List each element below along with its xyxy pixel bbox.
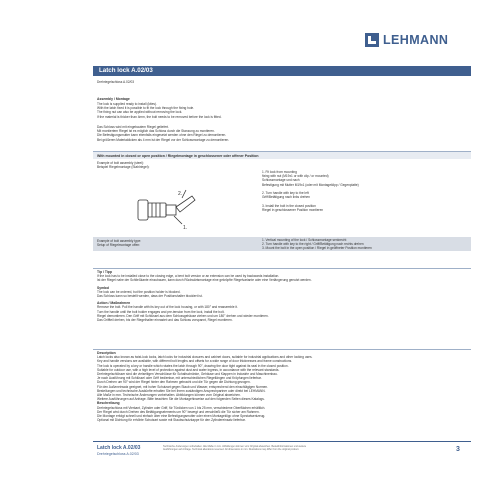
footer-note-line: Technische Änderungen vorbehalten. Alle Maße in mm. Abbildungen können vom Original abweichen. Bestellinformationen und weitere <box>163 445 307 448</box>
lehmann-logo-icon <box>365 33 379 47</box>
footer-divider <box>93 441 471 442</box>
action-line: Remove the bolt. Pull the handle with its key out of the lock housing, or with 180° and reassemble it. <box>97 305 238 310</box>
beschreibung-line: Optional mit Dichtung für erhöhte Schutzart sowie mit Staubschutzkappe für den Zylindereinsatz lieferbar. <box>97 418 246 423</box>
description-line: Weitere Ausführungen auf Anfrage. Bitte beachten Sie die Montagehinweise auf den folgenden Seiten dieses Katalogs. <box>97 397 265 402</box>
step-line: Befestigung mit Mutter M19x1 (oder mit Montageklipp / Gegenplatte) <box>262 182 359 187</box>
step-line: 2. Turn handle with key to the right / Griff/Betätigung nach rechts drehen <box>262 242 364 247</box>
assembly-en-line: The lock is supplied ready to install (kites). <box>97 102 157 106</box>
symbol-heading: Symbol <box>97 285 110 290</box>
divider <box>93 268 471 269</box>
footer-subtitle: Drehriegelschloss A.02/03 <box>97 452 139 456</box>
footer-note-line: Ausführungen auf Anfrage. Technical alterations reserved. All dimensions in mm. Illustrations may differ from the original product. <box>163 448 300 452</box>
closed-position-steps <box>262 170 462 212</box>
description-line: The lock is operated by a key or handle which rotates the latch through 90°, drawing the door tight against its seal in the closed position. <box>97 363 289 368</box>
step-line: 1. Vertical mounting of the lock / Schlossmontage senkrecht <box>262 238 347 242</box>
brand-name: LEHMANN <box>383 33 449 47</box>
symbol-line: Das Schloss kann so bestellt werden, dass der Positionshalter blockiert ist. <box>97 294 203 299</box>
tip-line: Ist der Riegel nahe der Schließkante einzubauen, kann durch Rückwärtsmontage eine gekröpfte Riegelvariante oder eine Verlängerung genutzt werden. <box>97 278 312 283</box>
bolt-example-caption <box>97 161 227 169</box>
description-line: Durch Drehen um 90° wird der Riegel hinter den Rahmen gebracht und die Tür gegen die Dichtung gezogen. <box>97 380 251 385</box>
description-line: Key and handle versions are available, with different bolt lengths and offsets for a wide range of door thicknesses and frame constructions. <box>97 359 293 364</box>
mounting-section-header <box>93 151 471 159</box>
step-line: 1. Fit lock from mounting <box>262 170 297 174</box>
beschreibung-heading: Beschreibung <box>97 401 120 406</box>
description-heading: Description <box>97 351 116 355</box>
assembly-en <box>97 102 467 119</box>
assembly-en-line: The fixing nut can also be applied without removing the lock. <box>97 110 183 115</box>
step-line: 3. Install the bolt in the closed position <box>262 203 316 208</box>
assembly-en-line: If the material is thicker than 4mm, the bolt needs to be removed before the lock is fitted. <box>97 114 222 119</box>
description-block <box>97 351 467 422</box>
beschreibung-line: Die Montage erfolgt schnell und einfach über eine Befestigungsmutter oder einen Montageklipp ohne Spezialwerkzeug. <box>97 414 266 419</box>
action-heading: Action / Maßnahmen <box>97 301 131 306</box>
assembly-de-line: Mit montiertem Riegel ist es möglich das Schloss durch die Stanzung zu montieren. <box>97 129 215 134</box>
caption-line: Example of bolt assembly type: <box>97 239 142 243</box>
latch-lock-drawing <box>132 186 204 232</box>
beschreibung-line: Drehriegelschloss mit Vierkant, Zylinder oder Griff, für Türdicken von 1 bis 25 mm, verschiedene Oberflächen erhältlich. <box>97 405 266 410</box>
tip-block <box>97 270 467 322</box>
beschreibung-line: Der Riegel wird durch Drehen des Betätigungselements um 90° bewegt und verschließt die Tür sicher am Rahmen. <box>97 409 260 414</box>
description-line: Je nach Ausführung mit Schlüssel oder Griff bedienbar, mit unterschiedlichen Riegellängen und Kröpfungen lieferbar. <box>97 376 262 381</box>
divider <box>93 349 471 350</box>
assembly-heading: Assembly / Montage <box>97 97 130 101</box>
brand-logo <box>365 33 470 47</box>
mounting-section-title: With mounted in closed or open position / Riegelmontage in geschlossener oder offener Position <box>97 153 259 158</box>
assembly-en-line: With the latch fixed it is possible to fit the lock through the fixing hole. <box>97 106 195 111</box>
symbol-line: The lock can be ordered, but the position holder is blocked. <box>97 289 181 294</box>
action-line: Riegel demontieren. Den Griff mit Schlüssel aus dem Schlossgehäuse ziehen und um 180° drehen und wieder montieren. <box>97 313 269 318</box>
title-bar <box>93 66 471 76</box>
assembly-de <box>97 125 467 142</box>
callout-2: 2. <box>178 191 183 197</box>
subtitle-line: Drehriegelschloss A.02/03 <box>97 80 135 84</box>
action-line: Turn the handle until the bolt holder engages and pre-tension from the lock, install the bolt. <box>97 309 225 314</box>
step-line: Griff/Betätigung nach links drehen <box>262 195 310 200</box>
description-line: Für den Außeneinsatz geeignet, mit hoher Schutzart gegen Staub und Wasser, entsprechend den einschlägigen Normen. <box>97 384 269 389</box>
step-line: 3. Mount the bolt in the open position / Riegel in geöffneter Position montieren <box>262 246 372 251</box>
page-title: Latch lock A.02/03 <box>99 67 153 74</box>
page-number: 3 <box>456 446 460 453</box>
description-line: Latch locks also known as twist-lock locks, latch locks for industrial closures and cabinet doors, suitable for industrial applications and other locking uses. <box>97 355 313 360</box>
step-line: Schlossmontage und nach <box>262 178 300 183</box>
caption-line: Example of bolt assembly (steel): <box>97 161 144 165</box>
description-line: Alle Maße in mm. Technische Änderungen vorbehalten. Abbildungen können vom Original abweichen. <box>97 393 241 398</box>
open-position-bar <box>93 237 471 251</box>
caption-line: Beispiel Riegelmontage (Stahlriegel): <box>97 165 150 170</box>
description-line: Bestellungen und technische Auskünfte erhalten Sie bei Ihrem zuständigen Ansprechpartner oder direkt bei LEHMANN. <box>97 388 266 393</box>
callout-1: 1. <box>183 225 188 231</box>
footer-title: Latch lock A.02/03 <box>97 445 141 451</box>
step-line: Riegel in geschlossener Position montieren <box>262 207 324 212</box>
open-position-steps <box>262 238 467 251</box>
step-line: fixing with nut (M19x1 or with clip / or mounted) <box>262 174 329 179</box>
action-line: Das Griffteil drehen, bis der Riegelhalter einrastet und das Schloss vorspannt, Riegel montieren. <box>97 318 233 323</box>
tip-heading: Tip / Tipp <box>97 270 112 274</box>
assembly-de-line: Das Schloss wird mit eingebautem Riegel geliefert. <box>97 125 169 129</box>
caption-line: Setup of Riegelmontage offen: <box>97 243 141 248</box>
open-position-caption <box>97 239 247 247</box>
description-line: Drehriegelschlösser sind die vielseitigen Verschlüsse für Schaltschränke, Gehäuse und Klappen in Industrie und Maschinenbau. <box>97 372 278 377</box>
tip-line: If the lock has to be installed close to the closing edge, a bent bolt version or an extension can be used by backwards installation. <box>97 274 280 279</box>
assembly-de-line: Die Befestigungsmutter kann ebenfalls eingesetzt werden ohne den Riegel zu demontieren. <box>97 133 227 138</box>
assembly-de-line: Bei größeren Materialdicken als 4 mm ist der Riegel vor der Schlossmontage zu demontieren. <box>97 137 230 142</box>
footer-note <box>163 445 418 451</box>
description-line: Suitable for outdoor use, with a high level of protection against dust and water ingress, in accordance with the relevant standards. <box>97 367 280 372</box>
step-line: 2. Turn handle with key to the left <box>262 191 309 196</box>
